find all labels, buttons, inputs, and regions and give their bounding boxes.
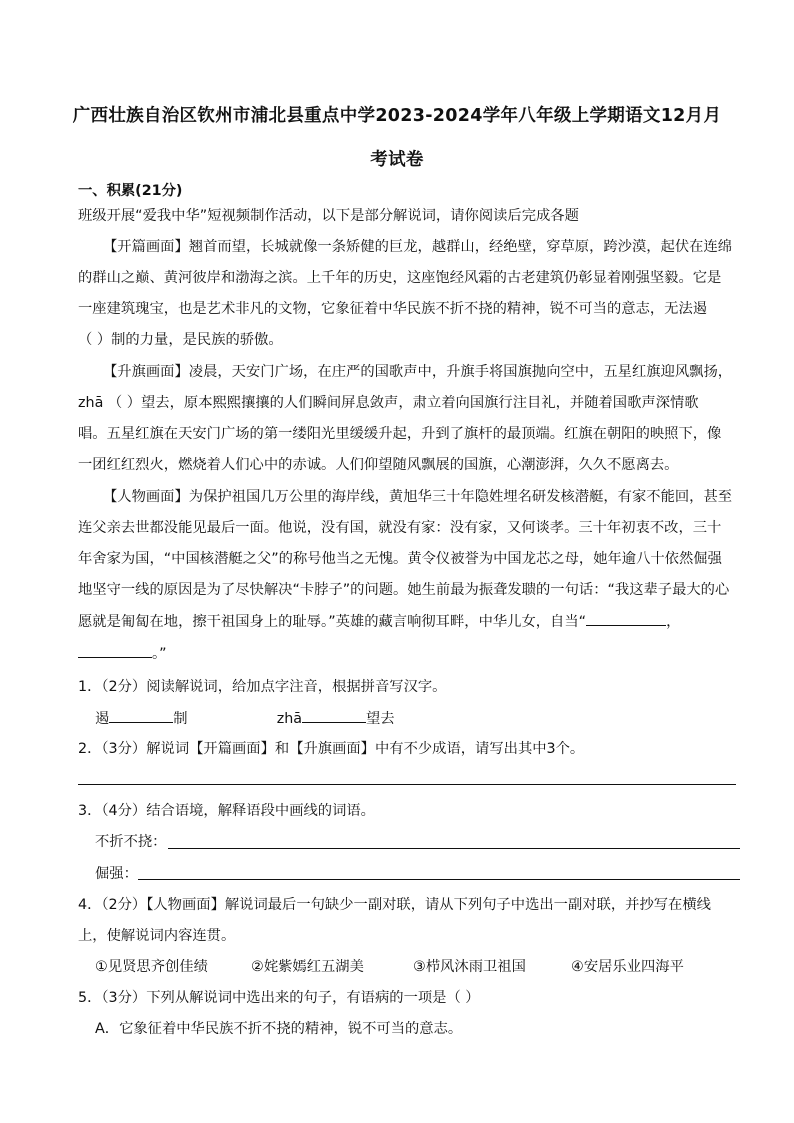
q5-option-a[interactable]: A．它象征着中华民族不折不挠的精神，锐不可当的意志。 xyxy=(95,1021,463,1037)
passage-p2-line4: 一团红红烈火，燃烧着人们心中的赤诚。人们仰望随风飘展的国旗，心潮澎湃，久久不愿离去。 xyxy=(78,457,679,473)
passage-p3-line3: 年舍家为国，“中国核潜艇之父”的称号他当之无愧。黄令仪被誉为中国龙芯之母，她年逾八十依然倔强 xyxy=(78,551,722,567)
passage-p2-line1: 【升旗画面】凌晨，天安门广场，在庄严的国歌声中，升旗手将国旗抛向空中，五星红旗迎风飘扬， xyxy=(103,364,733,380)
q5-stem: 5．（3分）下列从解说词中选出来的句子，有语病的一项是（ ） xyxy=(78,990,480,1006)
passage-p1-line2: 的群山之巅、黄河彼岸和渤海之滨。上千年的历史，这座饱经风霜的古老建筑仍彰显着刚强坚毅。它是 xyxy=(78,270,722,286)
passage-p3-line5-text: 愿就是匍匐在地，擦干祖国身上的耻辱。”英雄的藏言响彻耳畔，中华儿女，自当“ xyxy=(78,614,587,630)
q1-a-right: 制 xyxy=(173,711,188,727)
q4-option-2[interactable]: ②姹紫嫣红五湖美 xyxy=(251,959,364,975)
passage-p2-line3: 唱。五星红旗在天安门广场的第一缕阳光里缓缓升起，升到了旗杆的最顶端。红旗在朝阳的映照下，像 xyxy=(78,426,722,442)
q4-option-1[interactable]: ①见贤思齐创佳绩 xyxy=(95,959,208,975)
passage-p3-line2: 连父亲去世都没能见最后一面。他说，没有国，就没有家：没有家，又何谈孝。三十年初衷不改，三十 xyxy=(78,520,722,536)
q4-stem-line2: 上，使解说词内容连贯。 xyxy=(78,928,236,944)
q1-blank-b[interactable] xyxy=(302,708,366,723)
intro-text: 班级开展“爱我中华”短视频制作活动，以下是部分解说词，请你阅读后完成各题 xyxy=(78,208,579,224)
q1-a-left: 遏 xyxy=(95,711,110,727)
passage-p2-line2: zhā （ ）望去，原本熙熙攘攘的人们瞬间屏息敛声，肃立着向国旗行注目礼，并随着国歌声深情歌 xyxy=(78,395,699,411)
passage-p3-line4: 地坚守一线的原因是为了尽快解决“卡脖子”的问题。她生前最为振聋发聩的一句话：“我这辈子最大的心 xyxy=(78,582,730,598)
q2-stem: 2．（3分）解说词【开篇画面】和【升旗画面】中有不少成语，请写出其中3个。 xyxy=(78,741,585,757)
passage-p3-line5 xyxy=(78,611,758,632)
q3-item2-line[interactable] xyxy=(138,879,740,880)
passage-p1-line3: 一座建筑瑰宝，也是艺术非凡的文物，它象征着中华民族不折不挠的精神，锐不可当的意志，无法遏 xyxy=(78,301,708,317)
passage-p3-line6 xyxy=(78,643,758,664)
exam-title-line1: 广西壮族自治区钦州市浦北县重点中学2023-2024学年八年级上学期语文12月月 xyxy=(72,106,722,126)
couplet-blank-2[interactable] xyxy=(78,643,152,658)
q4-stem-line1: 4．（2分）【人物画面】解说词最后一句缺少一副对联，请从下列句子中选出一副对联，并抄写在横线 xyxy=(78,897,711,913)
q1-b-left: zhā xyxy=(276,711,303,727)
passage-p3-line1: 【人物画面】为保护祖国几万公里的海岸线，黄旭华三十年隐姓埋名研发核潜艇，有家不能回，甚至 xyxy=(103,489,733,505)
q3-stem: 3．（4分）结合语境，解释语段中画线的词语。 xyxy=(78,803,375,819)
section-heading: 一、积累(21分) xyxy=(78,183,183,199)
couplet-blank-1[interactable] xyxy=(586,611,666,626)
q1-b-right: 望去 xyxy=(366,711,395,727)
q3-item1-label: 不折不挠： xyxy=(95,834,167,850)
q3-item2-label: 倔强： xyxy=(95,866,138,882)
couplet-comma: ， xyxy=(666,614,681,630)
q4-option-4[interactable]: ④安居乐业四海平 xyxy=(571,959,684,975)
q3-item1-line[interactable] xyxy=(168,848,740,849)
passage-p3-end: 。” xyxy=(152,646,167,662)
exam-title-line2: 考试卷 xyxy=(370,150,424,170)
q1-blank-a[interactable] xyxy=(109,708,173,723)
passage-p1-line1: 【开篇画面】翘首而望，长城就像一条矫健的巨龙，越群山，经绝壁，穿草原，跨沙漠，起伏在连绵 xyxy=(103,239,733,255)
q1-stem: 1．（2分）阅读解说词，给加点字注音，根据拼音写汉字。 xyxy=(78,679,447,695)
q1-answer-row xyxy=(95,708,775,729)
q2-answer-line[interactable] xyxy=(78,784,736,785)
q4-option-3[interactable]: ③栉风沐雨卫祖国 xyxy=(413,959,526,975)
passage-p1-line4: （ ）制的力量，是民族的骄傲。 xyxy=(78,332,283,348)
